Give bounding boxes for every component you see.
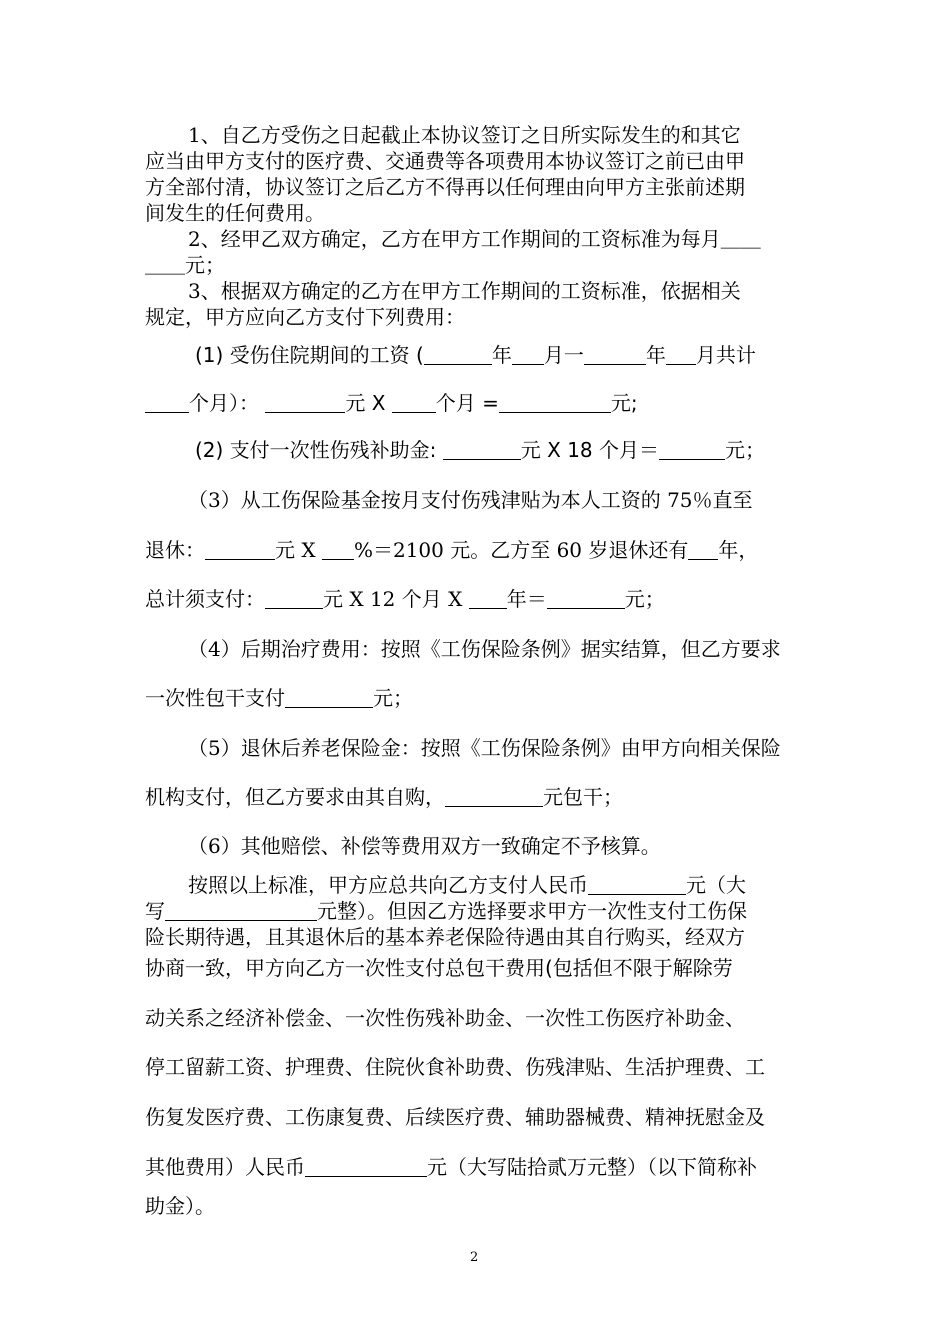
clause1-line1: 1、自乙方受伤之日起截止本协议签订之日所实际发生的和其它 [188,123,741,147]
item1-month1: 月一 [543,343,584,367]
item3-years: 年， [718,538,759,562]
item4-end: 元； [373,686,413,710]
summary-line4 [145,956,733,980]
item3-retire: 退休： [145,538,205,562]
item1-blank-year2 [584,344,646,365]
item2-formula: 元 X 18 个月＝ [520,438,660,462]
clause2-text: 2、经甲乙双方确定，乙方在甲方工作期间的工资标准为每月 [188,227,721,251]
item3-total: 元； [624,587,665,611]
item1-year1: 年 [491,343,512,367]
clause3-line1: 3、根据双方确定的乙方在甲方工作期间的工资标准，依据相关 [188,279,741,303]
clause2-line1 [188,227,761,251]
item1-blank-year1 [424,344,492,365]
item3-blank-total [547,588,625,609]
item4-blank [285,687,373,708]
item3-total-label: 总计须支付： [145,587,265,611]
page-number: 2 [470,1250,479,1265]
summary-line8 [145,1155,757,1179]
item5-end: 元包干； [543,785,623,809]
summary-line6: 停工留薪工资、护理费、住院伙食补助费、伤残津贴、生活护理费、工 [145,1055,765,1079]
summary-blank-total [305,1156,427,1177]
summary-line1 [188,873,746,897]
item1-line1 [195,343,756,367]
clause2-line2 [145,253,225,277]
item1-blank-wage [265,392,345,413]
item1-blank-month1 [512,344,544,365]
item2-total: 元； [725,438,766,462]
item4-line2 [145,686,413,710]
item6-line: （6）其他赔偿、补偿等费用双方一致确定不予核算。 [188,834,661,858]
item1-blank-total [499,392,611,413]
clause1-line3: 方全部付清，协议签订之后乙方不得再以任何理由向甲方主张前述期 [145,175,745,199]
summary-line3: 险长期待遇，且其退休后的基本养老保险待遇由其自行购买，经双方 [145,925,745,949]
clause1-line4: 间发生的任何费用。 [145,201,325,225]
item3-line1: （3）从工伤保险基金按月支付伤残津贴为本人工资的 75％直至 [188,488,753,512]
item3-blank-allowance [265,588,323,609]
summary-text-a: 按照以上标准，甲方应总共向乙方支付人民币 [188,873,588,897]
item1-blank-months [145,392,189,413]
item1-blank-count [392,392,436,413]
summary-text-b: 元（大 [686,873,746,897]
item1-wage: 元 X [345,391,386,415]
summary-text-i: 元（大写陆拾贰万元整）（以下简称补 [427,1155,757,1179]
item2-line [195,438,765,462]
item3-blank-wage [205,539,275,560]
item3-line2 [145,538,758,562]
item3-percent: %＝2100 元。乙方至 60 岁退休还有 [353,538,689,562]
item2-blank-total [659,439,725,460]
item4-line1: （4）后期治疗费用：按照《工伤保险条例》据实结算，但乙方要求 [188,637,781,661]
summary-line5: 动关系之经济补偿金、一次性伤残补助金、一次性工伤医疗补助金、 [145,1006,745,1030]
item5-line1: （5）退休后养老保险金：按照《工伤保险条例》由甲方向相关保险 [188,736,781,760]
summary-line9: 助金）。 [145,1194,215,1218]
item3-blank-year-count [469,588,507,609]
summary-line2 [145,899,747,923]
item2-label: (2) 支付一次性伤残补助金: [195,438,437,462]
item5-text: 机构支付，但乙方要求由其自购， [145,785,445,809]
item3-year-eq: 年＝ [506,587,547,611]
item1-line2 [145,391,638,415]
summary-text-f: (包括但不限于解除劳 [545,956,733,980]
summary-text-c: 写 [145,899,165,923]
summary-text-h: 人民币 [245,1155,305,1179]
item1-total: 元; [610,391,638,415]
item4-text: 一次性包干支付 [145,686,285,710]
item1-year2: 年 [645,343,666,367]
clause2-end: 元； [185,253,225,277]
item5-blank [445,786,543,807]
item1-blank-month2 [666,344,696,365]
item1-month2: 月共计 [695,343,756,367]
summary-line7: 伤复发医疗费、工伤康复费、后续医疗费、辅助器械费、精神抚慰金及 [145,1105,765,1129]
item3-blank-years [688,539,718,560]
item1-label: (1) 受伤住院期间的工资 ( [195,343,424,367]
clause2-blank-b: ＿＿ [145,253,185,277]
item3-yuan: 元 X [275,538,316,562]
item5-line2 [145,785,623,809]
clause3-line2: 规定，甲方应向乙方支付下列费用： [145,305,465,329]
item3-formula: 元 X 12 个月 X [323,587,463,611]
summary-blank-words [165,900,317,921]
summary-text-d: 元整）。但因乙方选择要求甲方一次性支付工伤保 [317,899,747,923]
summary-text-e: 协商一致，甲方向乙方一次性支付总包干费用 [145,956,545,980]
item3-blank-percent [322,539,354,560]
clause1-line2: 应当由甲方支付的医疗费、交通费等各项费用本协议签订之前已由甲 [145,149,745,173]
item1-count: 个月 = [435,391,499,415]
item3-line3 [145,587,665,611]
summary-text-g: 其他费用） [145,1155,245,1179]
item2-blank-wage [443,439,521,460]
summary-blank-amount [588,874,686,895]
item1-months: 个月）： [189,391,259,415]
clause2-blank-a: ＿＿ [720,227,761,251]
